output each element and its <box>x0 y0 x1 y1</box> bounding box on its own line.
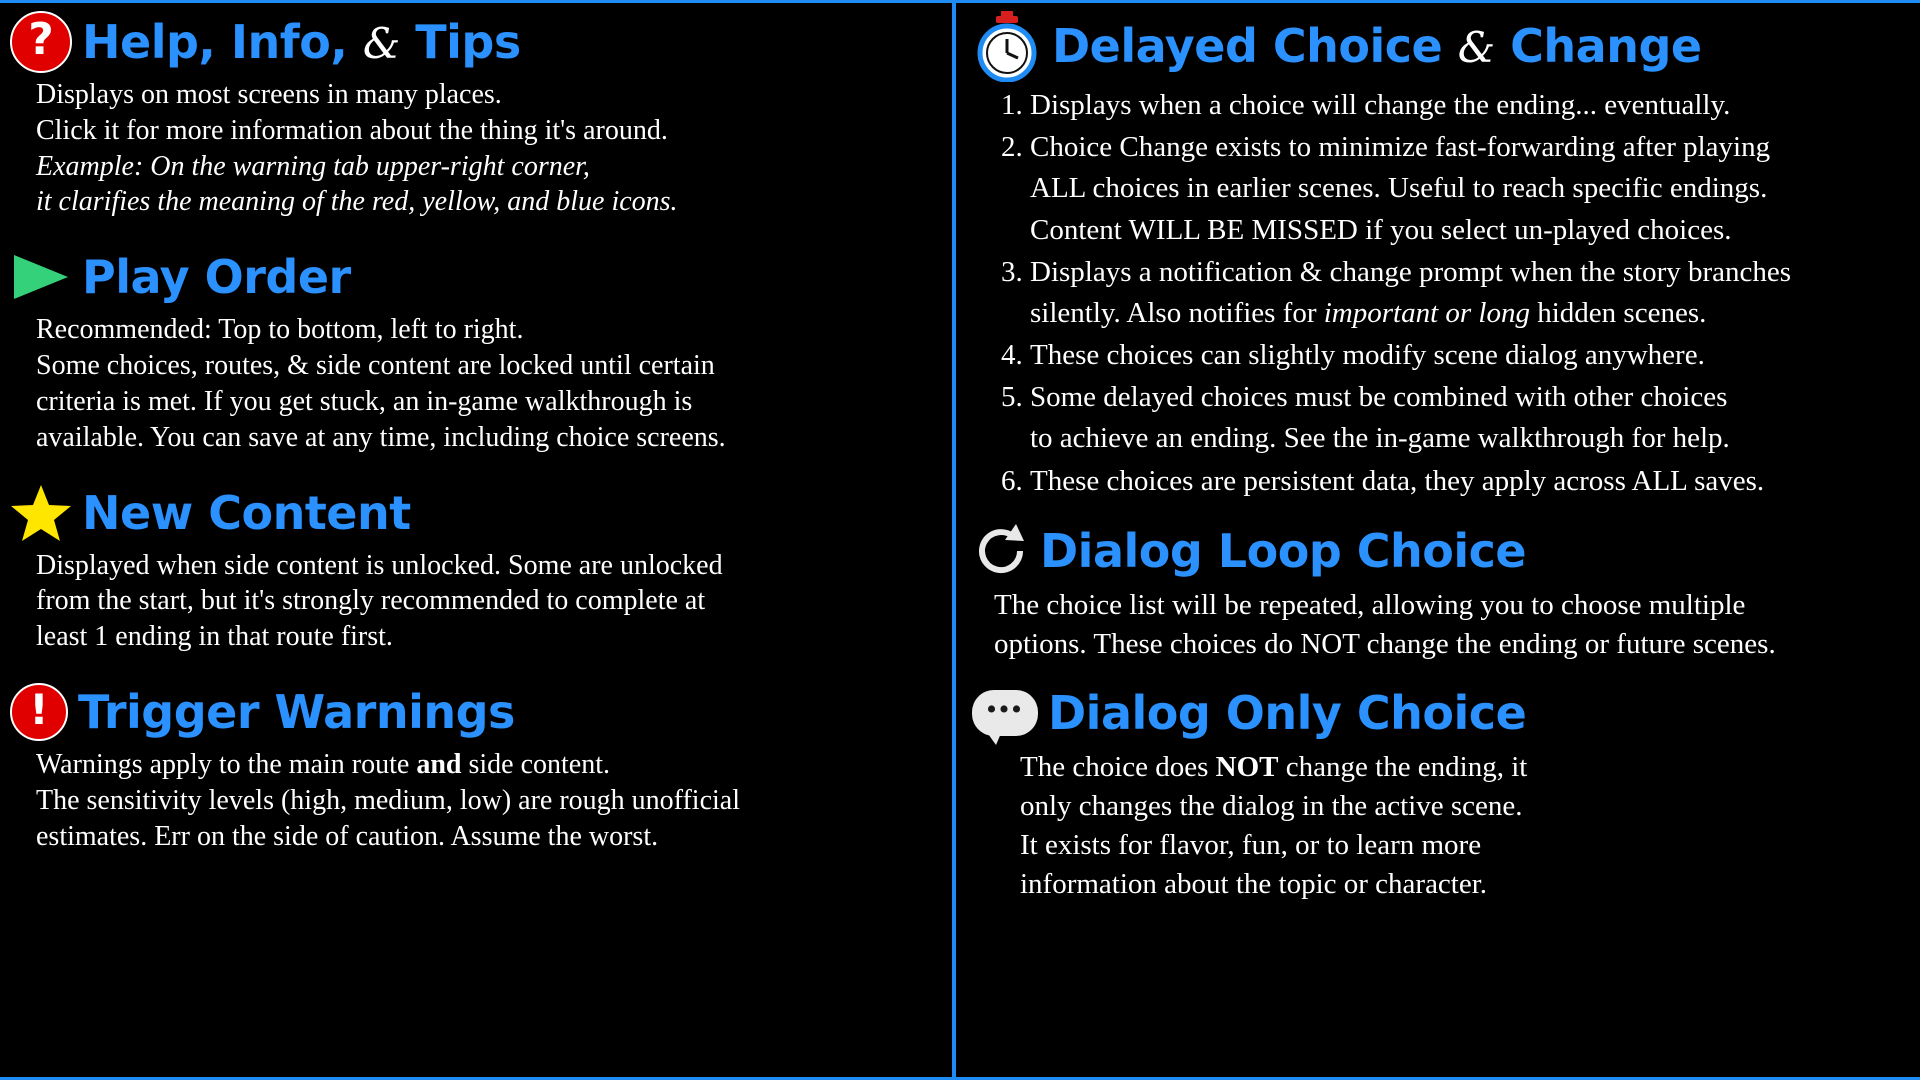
section-title-play-order: Play Order <box>82 250 351 305</box>
body-line: Warnings apply to the main route and side content. <box>36 749 611 781</box>
list-item <box>1030 461 1906 502</box>
list-line: 2. Choice Change exists to minimize fast-forwarding after playing <box>1030 131 1771 164</box>
delayed-choice-list <box>972 85 1906 502</box>
body-line: Displayed when side content is unlocked. Some are unlocked <box>36 549 723 581</box>
list-line: to achieve an ending. See the in-game walkthrough for help. <box>1030 422 1730 455</box>
section-header <box>10 242 938 312</box>
title-tail: Tips <box>415 15 521 69</box>
body-line: from the start, but it's strongly recommended to complete at <box>36 585 706 617</box>
section-title-help-info-tips <box>82 15 521 69</box>
body-line: The choice does NOT change the ending, it <box>1020 751 1528 783</box>
list-line: silently. Also notifies for important or long hidden scenes. <box>1030 296 1707 329</box>
body-line: available. You can save at any time, including choice screens. <box>36 421 726 453</box>
list-line: ALL choices in earlier scenes. Useful to reach specific endings. <box>1030 172 1768 205</box>
body-line: Click it for more information about the thing it's around. <box>36 114 668 146</box>
section-trigger-warnings <box>10 677 938 854</box>
body-line: only changes the dialog in the active scene. <box>1020 790 1523 823</box>
left-column <box>0 3 956 1077</box>
section-body <box>972 586 1906 664</box>
list-line: 6. These choices are persistent data, they apply across ALL saves. <box>1030 464 1765 497</box>
list-line: Content WILL BE MISSED if you select un-played choices. <box>1030 213 1732 246</box>
body-line: Displays on most screens in many places. <box>36 79 502 110</box>
section-new-content <box>10 478 938 655</box>
section-delayed-choice-change <box>972 7 1906 502</box>
play-triangle-icon <box>10 246 72 308</box>
title-main: Delayed Choice <box>1052 19 1443 73</box>
body-line: least 1 ending in that route first. <box>36 621 393 653</box>
body-line: estimates. Err on the side of caution. Assume the worst. <box>36 820 659 852</box>
section-body <box>10 77 938 220</box>
body-line: The sensitivity levels (high, medium, low) are rough unofficial <box>36 784 740 816</box>
section-header <box>10 677 938 747</box>
body-line: criteria is met. If you get stuck, an in-game walkthrough is <box>36 385 693 417</box>
list-item <box>1030 85 1906 126</box>
body-line-italic: it clarifies the meaning of the red, yellow, and blue icons. <box>36 186 678 218</box>
section-title-dialog-only-choice: Dialog Only Choice <box>1048 686 1527 740</box>
section-dialog-only-choice <box>972 678 1906 905</box>
body-line: Recommended: Top to bottom, left to right. <box>36 314 524 346</box>
section-title-trigger-warnings: Trigger Warnings <box>78 685 515 740</box>
section-header <box>10 478 938 548</box>
body-line-italic: Example: On the warning tab upper-right corner, <box>36 150 590 182</box>
section-play-order <box>10 242 938 455</box>
title-ampersand: & <box>1457 23 1495 72</box>
list-item <box>1030 127 1906 251</box>
list-item <box>1030 252 1906 334</box>
body-line: The choice list will be repeated, allowing you to choose multiple <box>994 588 1746 621</box>
title-main: Help, Info, <box>82 15 348 69</box>
stopwatch-icon <box>972 11 1042 81</box>
list-line: 4. These choices can slightly modify scene dialog anywhere. <box>1030 339 1705 372</box>
body-line: information about the topic or character. <box>1020 868 1488 901</box>
title-tail: Change <box>1510 19 1702 73</box>
section-title-new-content: New Content <box>82 485 411 540</box>
refresh-loop-icon <box>972 522 1030 580</box>
exclamation-circle-icon: ! <box>10 683 68 741</box>
section-dialog-loop-choice <box>972 516 1906 664</box>
section-body <box>10 312 938 455</box>
section-title-dialog-loop-choice: Dialog Loop Choice <box>1040 523 1527 578</box>
right-column <box>956 3 1920 1077</box>
section-body <box>972 748 1906 905</box>
section-header <box>972 7 1906 85</box>
list-line: 5. Some delayed choices must be combined with other choices <box>1030 381 1728 414</box>
title-ampersand: & <box>362 19 400 68</box>
list-item <box>1030 377 1906 459</box>
body-line: It exists for flavor, fun, or to learn more <box>1020 829 1482 862</box>
section-help-info-tips <box>10 7 938 220</box>
section-body <box>10 747 938 854</box>
speech-bubble-icon: ••• <box>972 690 1038 736</box>
section-header <box>972 516 1906 586</box>
star-icon <box>10 482 72 544</box>
question-mark-icon: ? <box>10 11 72 73</box>
body-line: Some choices, routes, & side content are locked until certain <box>36 350 715 382</box>
list-line: 1. Displays when a choice will change the ending... eventually. <box>1030 89 1731 121</box>
section-header <box>10 7 938 77</box>
list-item <box>1030 335 1906 376</box>
section-body <box>10 548 938 655</box>
list-line: 3. Displays a notification & change prompt when the story branches <box>1030 255 1792 288</box>
section-title-delayed-choice-change <box>1052 19 1702 73</box>
section-header <box>972 678 1906 748</box>
body-line: options. These choices do NOT change the ending or future scenes. <box>994 627 1776 660</box>
